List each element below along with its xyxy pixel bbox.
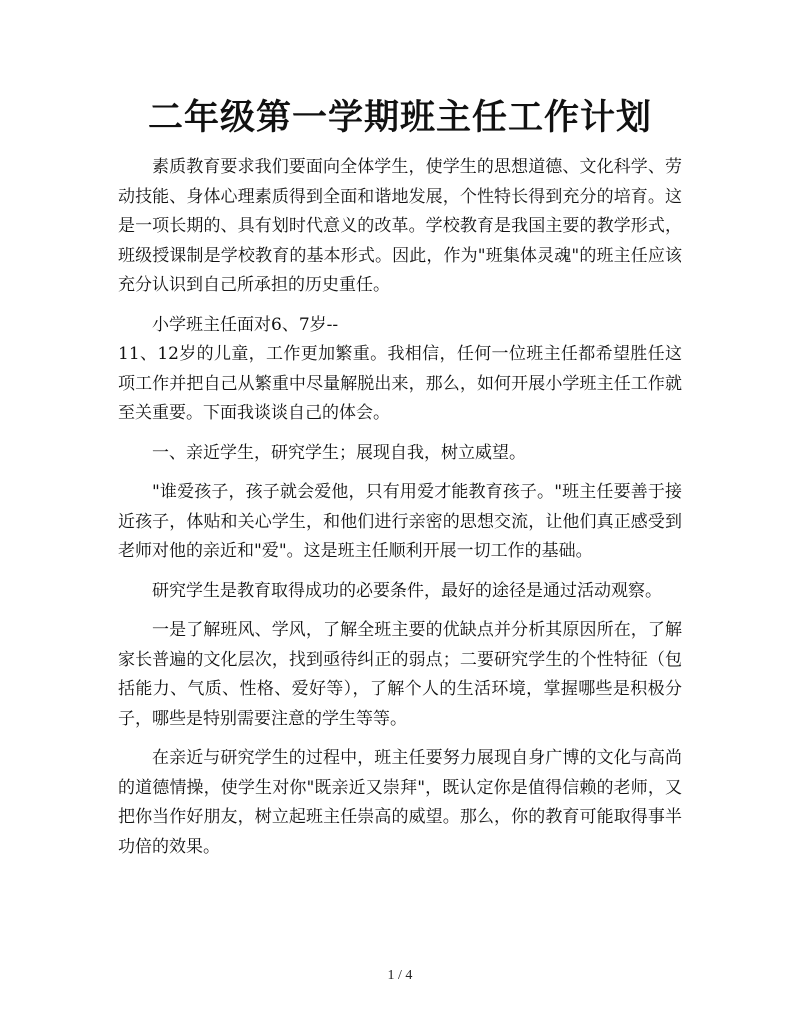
document-body: [118, 153, 682, 872]
page-indicator: 1 / 4: [387, 968, 413, 983]
paragraph-study-students: 研究学生是教育取得成功的必要条件，最好的途径是通过活动观察。: [152, 580, 662, 601]
document-title: 二年级第一学期班主任工作计划: [147, 98, 652, 138]
paragraph-class-analysis: 一是了解班风、学风，了解全班主要的优缺点并分析其原因所在，了解家长普遍的文化层次，找到亟待纠正的弱点；二要研究学生的个性特征（包括能力、气质、性格、爱好等），了解个人的生活环境，掌握哪些是积极分子，哪些是特别需要注意的学生等等。: [118, 620, 682, 729]
paragraph-age-range-start: 小学班主任面对6、7岁--: [152, 314, 339, 335]
paragraph-prestige: 在亲近与研究学生的过程中，班主任要努力展现自身广博的文化与高尚的道德情操，使学生对你"既亲近又崇拜"，既认定你是值得信赖的老师，又把你当作好朋友，树立起班主任崇高的威望。那么，你的教育可能取得事半功倍的效果。: [118, 748, 682, 857]
paragraph-love-children: "谁爱孩子，孩子就会爱他，只有用爱才能教育孩子。"班主任要善于接近孩子，体贴和关心学生，和他们进行亲密的思想交流，让他们真正感受到老师对他的亲近和"爱"。这是班主任顺利开展一切工作的基础。: [118, 482, 682, 561]
paragraph-intro: 素质教育要求我们要面向全体学生，使学生的思想道德、文化科学、劳动技能、身体心理素质得到全面和谐地发展，个性特长得到充分的培育。这是一项长期的、具有划时代意义的改革。学校教育是我国主要的教学形式，班级授课制是学校教育的基本形式。因此，作为"班集体灵魂"的班主任应该充分认识到自己所承担的历史重任。: [118, 157, 682, 295]
section-heading-1: 一、亲近学生，研究学生；展现自我，树立威望。: [152, 442, 526, 463]
paragraph-age-range-continued: 11、12岁的儿童，工作更加繁重。我相信，任何一位班主任都希望胜任这项工作并把自己从繁重中尽量解脱出来，那么，如何开展小学班主任工作就至关重要。下面我谈谈自己的体会。: [118, 344, 682, 423]
